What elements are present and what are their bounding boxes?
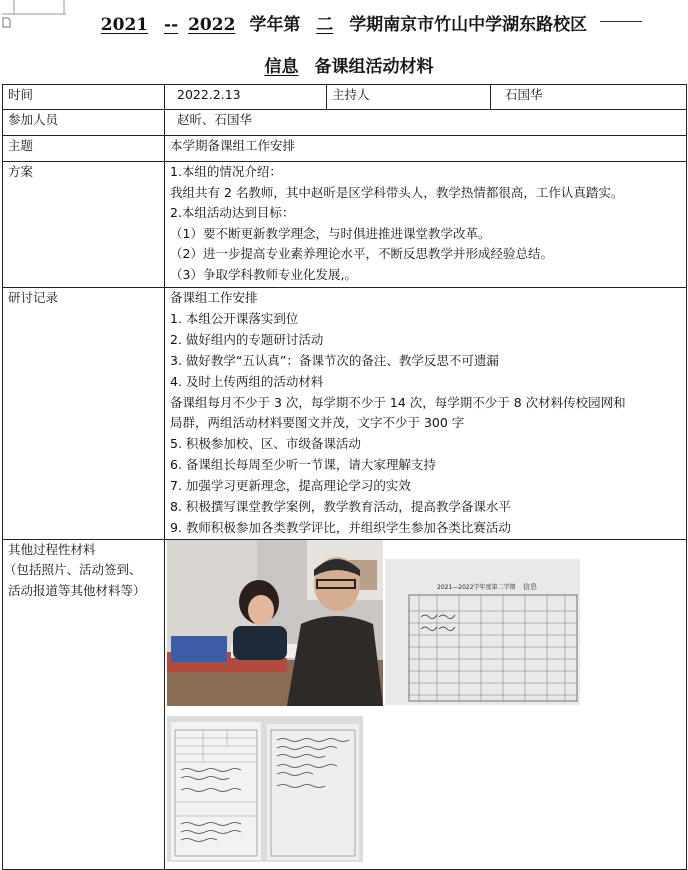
handwritten-record-photo [167,716,363,862]
record-line: 局群，两组活动材料要图文并茂，文字不少于 300 字 [170,415,465,431]
attendance-sheet-subject: 信息 [523,582,537,591]
photo-collage [165,540,686,860]
plan-content [165,162,687,288]
other-label-line: （包括照片、活动签到、 [4,562,142,578]
title-group: 备课组活动材料 [314,57,434,77]
plan-line: 我组共有 2 名教师，其中赵昕是区学科带头人，教学热情都很高，工作认真踏实。 [170,184,624,200]
title-semester: 二 [316,15,334,35]
document-title-line2 [0,52,688,77]
record-line: 8. 积极撰写课堂教学案例，教学教育活动，提高教学备课水平 [170,499,511,515]
plan-label: 方案 [3,162,165,288]
plan-line: （2）进一步提高专业素养理论水平，不断反思教学并形成经验总结。 [170,246,553,261]
title-semester-suffix: 学期南京市竹山中学湖东路校区 [349,15,588,35]
participants-value: 赵昕、石国华 [165,110,687,136]
title-separator: -- [164,15,179,35]
time-value: 2022.2.13 [165,85,327,110]
row-plan [3,162,687,288]
other-materials-content [165,539,687,869]
row-other-materials [3,539,687,869]
row-participants [3,110,687,136]
topic-value: 本学期备课组工作安排 [165,136,687,162]
plan-line: （3）争取学科教师专业化发展,。 [170,266,357,282]
title-year-start: 2021 [100,15,149,35]
record-line: 备课组每月不少于 3 次，每学期不少于 14 次，每学期不少于 8 次材料传校园网和 [170,394,626,410]
record-content [165,288,687,540]
plan-line: 2.本组活动达到目标： [170,205,295,220]
activity-record-table [2,84,687,870]
attendance-sheet-title: 2021—2022学年度第二学期 [437,583,516,591]
record-line: 2. 做好组内的专题研讨活动 [170,331,324,347]
other-label-line: 活动报道等其他材料等） [8,582,146,598]
attendance-sheet-photo [385,559,580,705]
host-value: 石国华 [491,85,687,110]
participants-label: 参加人员 [3,110,165,136]
plan-line: 1.本组的情况介绍： [170,164,282,179]
plan-line: （1）要不断更新教学理念，与时俱进推进课堂教学改革。 [170,225,491,241]
other-label-line: 其他过程性材料 [8,541,96,557]
title-rule [600,21,642,22]
title-year-end: 2022 [188,15,236,35]
record-line: 备课组工作安排 [170,290,258,305]
row-record [3,288,687,540]
record-line: 3. 做好教学“五认真”：备课节次的备注、教学反思不可遗漏 [170,352,499,368]
title-subject: 信息 [264,57,299,77]
time-label: 时间 [3,85,165,110]
row-topic [3,136,687,162]
row-time [3,85,687,110]
document-title-line1 [0,10,688,35]
record-line: 7. 加强学习更新理念，提高理论学习的实效 [170,478,411,494]
record-line: 1. 本组公开课落实到位 [170,310,299,326]
meeting-photo [167,540,383,706]
record-line: 4. 及时上传两组的活动材料 [170,373,324,389]
record-label: 研讨记录 [3,288,165,540]
host-label: 主持人 [327,85,491,110]
other-label [3,539,165,869]
record-line: 5. 积极参加校、区、市级备课活动 [170,436,361,452]
record-line: 9. 教师积极参加各类教学评比，并组织学生参加各类比赛活动 [170,519,511,535]
record-line: 6. 备课组长每周至少听一节课，请大家理解支持 [170,457,436,473]
title-school-year-label: 学年第 [249,15,301,35]
topic-label: 主题 [3,136,165,162]
